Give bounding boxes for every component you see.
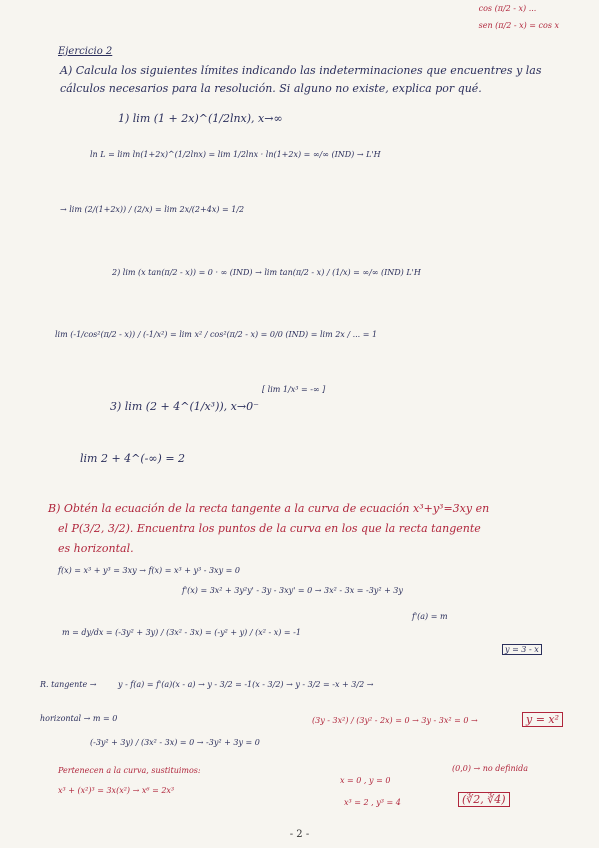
ex3-note: [ lim 1/x³ = -∞ ] xyxy=(262,385,326,394)
corner-line-1: cos (π/2 - x) ... xyxy=(478,4,537,13)
exercise-heading: Ejercicio 2 xyxy=(58,46,113,57)
ex3-line-1: lim 2 + 4^(-∞) = 2 xyxy=(80,452,186,465)
part-b-line-1: f(x) = x³ + y³ = 3xy → f(x) = x³ + y³ - 3xy = 0 xyxy=(58,566,240,575)
part-b-intro-1: B) Obtén la ecuación de la recta tangente a la curva de ecuación x³+y³=3xy en xyxy=(48,502,490,515)
tangent-label: R. tangente → xyxy=(40,680,97,689)
part-a-intro-2: cálculos necesarios para la resolución. Si alguno no existe, explica por qué. xyxy=(60,82,482,95)
part-b-line-6: x³ + (x²)³ = 3x(x²) → x⁶ = 2x³ xyxy=(58,786,175,795)
part-a-intro-1: A) Calcula los siguientes límites indicando las indeterminaciones que encuentres y las xyxy=(60,64,542,77)
part-b-line-5: (-3y² + 3y) / (3x² - 3x) = 0 → -3y² + 3y = 0 xyxy=(90,738,260,747)
part-b-line-3: m = dy/dx = (-3y² + 3y) / (3x² - 3x) = (-y² + y) / (x² - x) = -1 xyxy=(62,628,301,637)
part-b-intro-3: es horizontal. xyxy=(58,542,134,555)
part-b-line-6-label: Pertenecen a la curva, sustituimos: xyxy=(58,766,201,775)
part-b-intro-2: el P(3/2, 3/2). Encuentra los puntos de la curva en los que la recta tangente xyxy=(58,522,481,535)
ex1-title: 1) lim (1 + 2x)^(1/2lnx), x→∞ xyxy=(118,112,283,125)
page-number: - 2 - xyxy=(289,829,310,840)
corner-line-2: sen (π/2 - x) = cos x xyxy=(478,21,559,30)
part-b-final-result: (∛2, ∛4) xyxy=(458,792,510,807)
ex2-line-1: lim (-1/cos²(π/2 - x)) / (-1/x²) = lim x² / cos²(π/2 - x) = 0/0 (IND) = lim 2x / ... = 1 xyxy=(55,330,378,339)
part-b-line-4: y - f(a) = f'(a)(x - a) → y - 3/2 = -1(x - 3/2) → y - 3/2 = -x + 3/2 → xyxy=(118,680,374,689)
part-b-line-2: f'(x) = 3x² + 3y²y' - 3y - 3xy' = 0 → 3x² - 3x = -3y² + 3y xyxy=(182,586,403,595)
ex1-line-2: → lim (2/(1+2x)) / (2/x) = lim 2x/(2+4x) = 1/2 xyxy=(60,205,245,214)
part-b-line-6-right-1: x = 0 , y = 0 xyxy=(340,776,391,785)
tangent-result: y = 3 - x xyxy=(502,644,542,655)
horizontal-label: horizontal → m = 0 xyxy=(40,714,118,723)
part-b-line-6-right-2: x³ = 2 , y³ = 4 xyxy=(344,798,401,807)
horizontal-result: y = x² xyxy=(522,712,563,727)
ex3-title: 3) lim (2 + 4^(1/x³)), x→0⁻ xyxy=(110,400,259,413)
corner-notes xyxy=(479,4,559,30)
part-b-line-6-note: (0,0) → no definida xyxy=(452,764,529,773)
ex2-title: 2) lim (x tan(π/2 - x)) = 0 · ∞ (IND) → lim tan(π/2 - x) / (1/x) = ∞/∞ (IND) L'H xyxy=(112,268,421,277)
ex1-line-1: ln L = lim ln(1+2x)^(1/2lnx) = lim 1/2lnx · ln(1+2x) = ∞/∞ (IND) → L'H xyxy=(90,150,381,159)
part-b-line-3-side: f'(a) = m xyxy=(412,612,448,621)
part-b-line-5-red: (3y - 3x²) / (3y² - 2x) = 0 → 3y - 3x² = 0 → xyxy=(312,716,478,725)
